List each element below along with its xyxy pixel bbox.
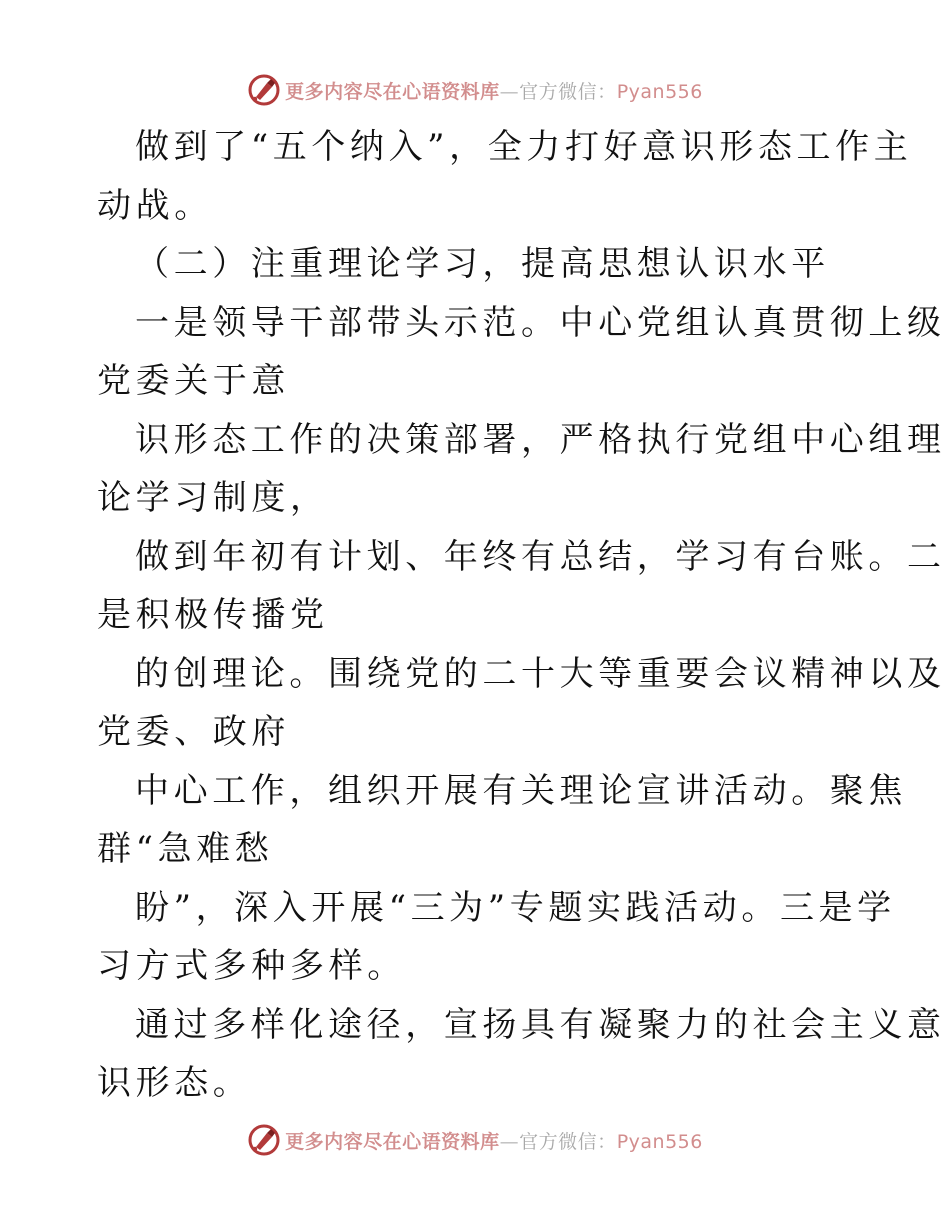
- paragraph: [97, 879, 896, 996]
- pen-nib-logo-icon: [247, 73, 281, 107]
- header-dash: —: [499, 80, 520, 103]
- footer-brand: 更多内容尽在心语资料库: [285, 1130, 500, 1153]
- paragraph-first-line: 做到年初有计划、年终有总结，学习有台账。二: [135, 536, 946, 577]
- paragraph-first-line: 识形态工作的决策部署，严格执行党组中心组理: [135, 419, 946, 460]
- paragraph-first-line: 中心工作，组织开展有关理论宣讲活动。聚焦: [135, 770, 907, 811]
- header-wechat-id: Pyan556: [616, 80, 703, 103]
- paragraph-first-line: 的创理论。围绕党的二十大等重要会议精神以及: [135, 653, 946, 694]
- paragraph-first-line: 盼”，深入开展“三为”专题实践活动。三是学: [135, 887, 896, 928]
- paragraph-first-line: 通过多样化途径，宣扬具有凝聚力的社会主义意: [135, 1004, 946, 1045]
- footer-wechat-label: 官方微信：: [519, 1130, 617, 1153]
- header-brand: 更多内容尽在心语资料库: [285, 80, 500, 103]
- paragraph-first-line: 一是领导干部带头示范。中心党组认真贯彻上级: [135, 302, 946, 343]
- paragraph: [97, 528, 946, 645]
- header-wechat-label: 官方微信：: [519, 80, 617, 103]
- footer-banner-text: [285, 1127, 703, 1154]
- paragraph-continuation: 是积极传播党: [97, 595, 329, 635]
- paragraph: [97, 118, 913, 235]
- paragraph-continuation: 习方式多种多样。: [97, 946, 406, 986]
- paragraph: [97, 411, 946, 528]
- paragraph: [97, 294, 946, 411]
- paragraph: [97, 645, 946, 762]
- section-heading: [97, 235, 867, 294]
- paragraph-continuation: 群“急难愁: [97, 829, 274, 869]
- section-heading-text: （二）注重理论学习，提高思想认识水平: [135, 244, 830, 284]
- paragraph-continuation: 党委、政府: [97, 712, 290, 752]
- pen-nib-logo-icon: [247, 1123, 281, 1157]
- header-banner-text: [285, 77, 703, 104]
- footer-dash: —: [499, 1130, 520, 1153]
- paragraph-continuation: 动战。: [97, 185, 213, 226]
- header-banner: [0, 70, 950, 110]
- paragraph-continuation: 党委关于意: [97, 361, 290, 401]
- paragraph: [97, 762, 907, 879]
- paragraph-first-line: 做到了“五个纳入”，全力打好意识形态工作主: [135, 127, 913, 167]
- paragraph-continuation: 论学习制度，: [97, 478, 329, 518]
- paragraph: [97, 996, 946, 1113]
- footer-wechat-id: Pyan556: [616, 1130, 703, 1153]
- document-body: [97, 118, 946, 1113]
- footer-banner: [0, 1120, 950, 1160]
- paragraph-continuation: 识形态。: [97, 1063, 252, 1103]
